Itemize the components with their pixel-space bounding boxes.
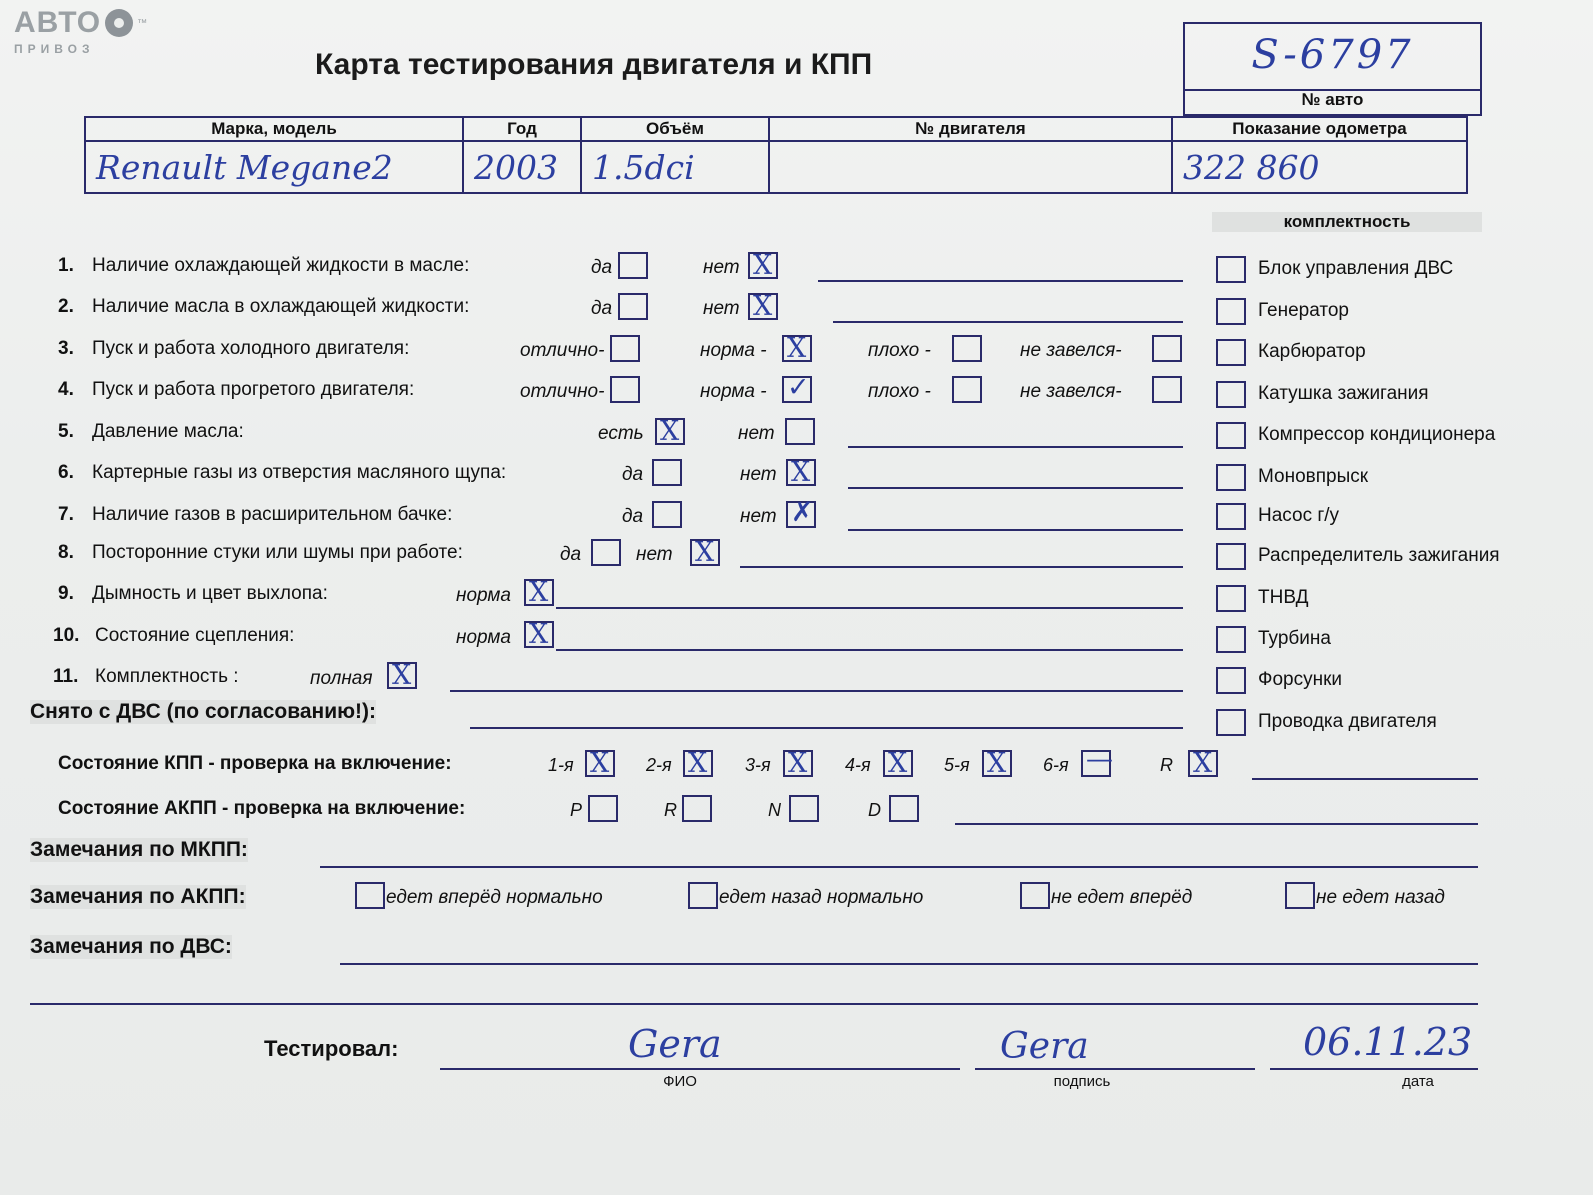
label-karbyurator: Карбюратор [1258,341,1366,362]
header-table-value-row [86,142,1478,194]
gear-4-label: 4-я [845,755,871,775]
question-1-opt2-label: нет [703,257,740,278]
header-col-year: Год [462,116,582,142]
vehicle-code-value: S-6797 [1251,32,1414,78]
header-table [86,116,1478,196]
label-nasos-gu: Насос г/у [1258,505,1340,526]
tester-date-caption: дата [1402,1073,1434,1090]
notes-dvs-line-1 [340,963,1478,965]
question-3-opt1-label: отлично- [520,340,605,361]
tester-sign-caption: подпись [1053,1073,1111,1090]
header-col-volume: Объём [580,116,770,142]
question-7-line [848,529,1183,531]
akpp-note-reverse-ok-label: едет назад нормально [719,887,924,908]
header-col-engine-no: № двигателя [768,116,1173,142]
checkbox-generator[interactable] [1216,298,1246,325]
question-2-opt1-box[interactable] [618,293,648,320]
header-value-brand: Renault Megane2 [84,142,464,194]
gear-6-box[interactable]: — [1081,750,1111,777]
question-6-opt1-box[interactable] [652,459,682,486]
akpp-note-forward-ok-label: едет вперёд нормально [386,887,603,908]
question-11-opt1-label: полная [310,668,373,689]
label-kompressor-kondicionera: Компрессор кондиционера [1258,424,1496,445]
question-3-opt2-box[interactable]: X [782,335,812,362]
akpp-mode-p-box[interactable] [588,795,618,822]
question-9-opt1-box[interactable]: X [524,579,554,606]
gear-1-box[interactable]: X [585,750,615,777]
question-8-opt2-box[interactable]: X [690,539,720,566]
tested-by-label: Тестировал: [264,1036,399,1061]
question-6-opt2-box[interactable]: X [786,459,816,486]
question-5-line [848,446,1183,448]
mkpp-line [1252,778,1478,780]
question-1-opt2-box[interactable]: X [748,252,778,279]
tester-name-line [440,1068,960,1070]
question-5-opt1-label: есть [598,423,644,444]
tester-name-caption: ФИО [663,1073,697,1090]
checkbox-karbyurator[interactable] [1216,339,1246,366]
akpp-note-no-forward-box[interactable] [1020,882,1050,909]
question-8-opt1-box[interactable] [591,539,621,566]
question-11-number: 11. [53,666,79,687]
checkbox-provodka-dvigatelya[interactable] [1216,709,1246,736]
checkbox-nasos-gu[interactable] [1216,503,1246,530]
question-10-opt1-label: норма [456,627,511,648]
gear-6-label: 6-я [1043,755,1069,775]
tester-sign-value: Gera [1000,1026,1089,1067]
akpp-mode-n-label: N [768,800,781,820]
question-3-opt1-box[interactable] [610,335,640,362]
question-8-opt2-label: нет [636,544,673,565]
question-2-number: 2. [58,296,74,317]
akpp-note-forward-ok-box[interactable] [355,882,385,909]
question-3-opt2-label: норма - [700,340,767,361]
question-7-opt1-label: да [622,506,644,527]
checkbox-tnvd[interactable] [1216,585,1246,612]
tester-name-value: Gera [628,1022,722,1066]
label-katushka-zazhiganiya: Катушка зажигания [1258,383,1429,404]
question-9-line [556,607,1183,609]
label-tnvd: ТНВД [1258,587,1309,608]
question-9-number: 9. [58,583,74,604]
question-5-opt2-label: нет [738,423,775,444]
question-1-text: Наличие охлаждающей жидкости в масле: [92,255,470,276]
question-3-number: 3. [58,338,74,359]
removed-from-engine-label: Снято с ДВС (по согласованию!): [30,700,377,723]
question-5-opt2-box[interactable] [785,418,815,445]
question-2-opt2-label: нет [703,298,740,319]
question-8-text: Посторонние стуки или шумы при работе: [92,542,463,563]
checkbox-katushka-zazhiganiya[interactable] [1216,381,1246,408]
question-5-number: 5. [58,421,74,442]
question-4-opt2-box[interactable]: ✓ [782,376,812,403]
header-col-odometer: Показание одометра [1171,116,1468,142]
question-4-text: Пуск и работа прогретого двигателя: [92,379,415,400]
gear-5-label: 5-я [944,755,970,775]
checkbox-monovprysk[interactable] [1216,464,1246,491]
page-title: Карта тестирования двигателя и КПП [315,48,873,81]
gear-2-box[interactable]: X [683,750,713,777]
notes-mkpp-label: Замечания по МКПП: [30,838,248,861]
header-value-odometer: 322 860 [1171,142,1468,194]
question-6-opt2-label: нет [740,464,777,485]
avtoprivoz-logo [14,6,174,70]
question-3-opt4-box[interactable] [1152,335,1182,362]
header-value-year: 2003 [462,142,582,194]
akpp-line [955,823,1478,825]
question-8-line [740,566,1183,568]
question-10-number: 10. [53,625,80,646]
question-2-opt1-label: да [591,298,613,319]
question-10-opt1-box[interactable]: X [524,621,554,648]
mkpp-check-label: Состояние КПП - проверка на включение: [58,753,452,774]
question-11-text: Комплектность : [95,666,239,687]
akpp-mode-d-label: D [868,800,881,820]
question-6-opt1-label: да [622,464,644,485]
question-9-opt1-label: норма [456,585,511,606]
question-8-opt1-label: да [560,544,582,565]
logo-trademark: ™ [137,17,148,29]
question-4-opt4-label: не завелся- [1020,381,1122,402]
question-3-opt3-box[interactable] [952,335,982,362]
question-3-opt3-label: плохо - [868,340,931,361]
checkbox-blok-upravleniya[interactable] [1216,256,1246,283]
vehicle-code-label: № авто [1183,87,1482,116]
question-6-text: Картерные газы из отверстия масляного щупа: [92,462,507,483]
question-4-opt1-box[interactable] [610,376,640,403]
notes-akpp-label: Замечания по АКПП: [30,885,246,908]
tester-date-value: 06.11.23 [1303,1020,1473,1064]
header-table-head-row [86,116,1478,142]
question-2-text: Наличие масла в охлаждающей жидкости: [92,296,470,317]
label-blok-upravleniya: Блок управления ДВС [1258,258,1454,279]
checkbox-forsunki[interactable] [1216,667,1246,694]
removed-from-engine-line [470,727,1183,729]
gear-5-box[interactable]: X [982,750,1012,777]
label-turbina: Турбина [1258,628,1331,649]
akpp-note-reverse-ok-box[interactable] [688,882,718,909]
question-1-number: 1. [58,255,74,276]
gear-1-label: 1-я [548,755,574,775]
gear-4-box[interactable]: X [883,750,913,777]
akpp-mode-n-box[interactable] [789,795,819,822]
question-11-line [450,690,1183,692]
completeness-title: комплектность [1212,212,1482,232]
question-2-line [833,321,1183,323]
vehicle-code-box [1183,22,1482,91]
label-monovprysk: Моновпрыск [1258,466,1369,487]
logo-text-line1: АВТО [14,6,102,39]
notes-mkpp-line [320,866,1478,868]
question-11-opt1-box[interactable]: X [387,662,417,689]
akpp-mode-d-box[interactable] [889,795,919,822]
question-4-opt3-label: плохо - [868,381,931,402]
question-9-text: Дымность и цвет выхлопа: [92,583,328,604]
question-4-number: 4. [58,379,74,400]
question-4-opt3-box[interactable] [952,376,982,403]
gear-3-box[interactable]: X [783,750,813,777]
gear-r-box[interactable]: X [1188,750,1218,777]
label-raspredelitel-zazhiganiya: Распределитель зажигания [1258,545,1500,566]
question-6-number: 6. [58,462,74,483]
question-8-number: 8. [58,542,74,563]
gear-3-label: 3-я [745,755,771,775]
header-value-volume: 1.5dci [580,142,770,194]
label-forsunki: Форсунки [1258,669,1342,690]
question-4-opt4-box[interactable] [1152,376,1182,403]
label-provodka-dvigatelya: Проводка двигателя [1258,711,1437,732]
question-6-line [848,487,1183,489]
akpp-note-no-forward-label: не едет вперёд [1051,887,1193,908]
label-generator: Генератор [1258,300,1349,321]
question-7-opt2-label: нет [740,506,777,527]
akpp-mode-p-label: P [570,800,583,820]
question-7-text: Наличие газов в расширительном бачке: [92,504,453,525]
tester-date-line [1270,1068,1478,1070]
header-col-brand: Марка, модель [84,116,464,142]
question-5-text: Давление масла: [92,421,244,442]
question-7-number: 7. [58,504,74,525]
question-3-text: Пуск и работа холодного двигателя: [92,338,410,359]
checkbox-turbina[interactable] [1216,626,1246,653]
checkbox-raspredelitel-zazhiganiya[interactable] [1216,543,1246,570]
question-1-opt1-box[interactable] [618,252,648,279]
header-value-engine-no [768,142,1173,194]
question-4-opt1-label: отлично- [520,381,605,402]
question-2-opt2-box[interactable]: X [748,293,778,320]
checkbox-kompressor-kondicionera[interactable] [1216,422,1246,449]
logo-text-line2: ПРИВОЗ [14,42,95,56]
question-1-opt1-label: да [591,257,613,278]
question-7-opt2-box[interactable]: ✗ [786,501,816,528]
notes-dvs-label: Замечания по ДВС: [30,935,232,958]
akpp-note-no-reverse-label: не едет назад [1316,887,1445,908]
question-5-opt1-box[interactable]: X [655,418,685,445]
question-3-opt4-label: не завелся- [1020,340,1122,361]
notes-dvs-line-2 [30,1003,1478,1005]
question-7-opt1-box[interactable] [652,501,682,528]
tester-sign-line [975,1068,1255,1070]
akpp-mode-r-box[interactable] [682,795,712,822]
akpp-check-label: Состояние АКПП - проверка на включение: [58,798,466,819]
question-4-opt2-label: норма - [700,381,767,402]
question-1-line [818,280,1183,282]
akpp-note-no-reverse-box[interactable] [1285,882,1315,909]
gear-2-label: 2-я [646,755,672,775]
gear-r-label: R [1160,755,1173,775]
akpp-mode-r-label: R [664,800,677,820]
question-10-text: Состояние сцепления: [95,625,295,646]
question-10-line [556,649,1183,651]
logo-circle-icon [105,9,133,37]
